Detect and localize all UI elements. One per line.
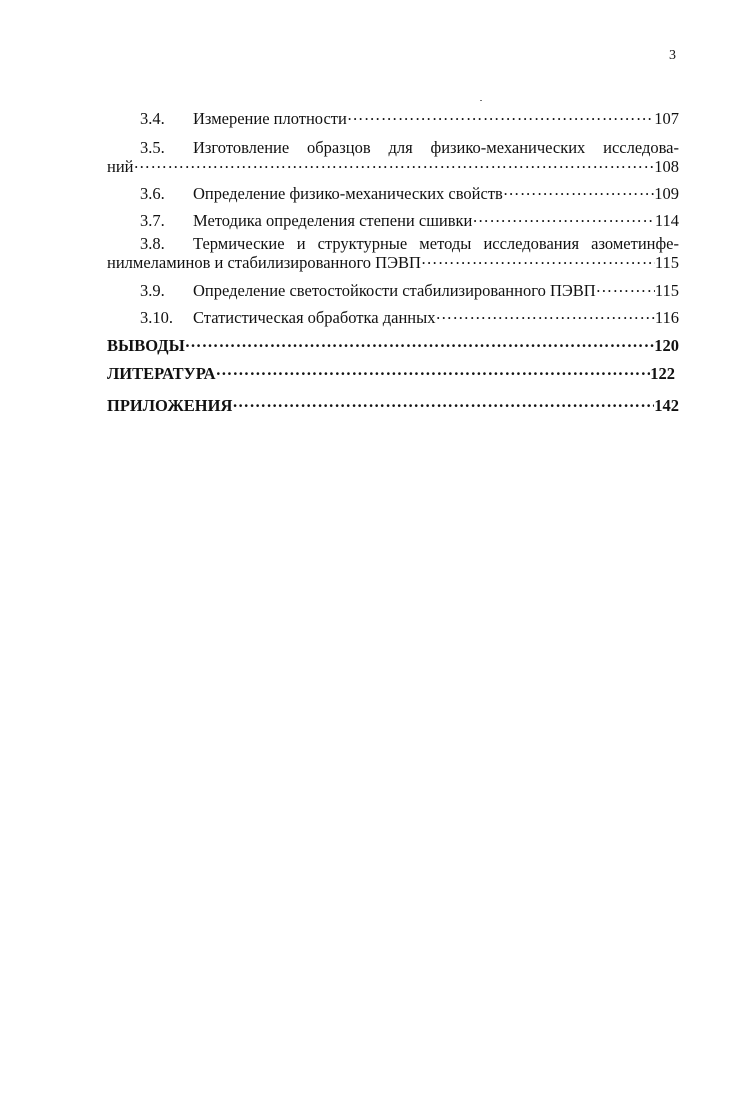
toc-page: 114	[654, 211, 679, 230]
toc-title-line1: Термические и структурные методы исследования азометинфе-	[193, 234, 679, 253]
toc-entry-3-7	[107, 208, 679, 230]
toc-number: 3.7.	[140, 211, 165, 230]
dot-leader	[347, 106, 654, 124]
toc-entry-3-9	[107, 278, 679, 300]
toc-number: 3.5.	[140, 138, 165, 157]
dot-leader	[503, 181, 654, 199]
dot-leader	[421, 250, 655, 268]
toc-entry-3-10	[107, 305, 679, 327]
toc-page: 107	[654, 109, 679, 128]
dot-leader	[185, 333, 654, 351]
toc-page: 116	[654, 308, 679, 327]
toc-entry-3-5	[107, 154, 679, 176]
toc-entry-3-8	[107, 250, 679, 272]
toc-number: 3.8.	[140, 234, 165, 253]
toc-entry-literature	[107, 361, 675, 383]
toc-title: ний	[107, 157, 134, 176]
dot-leader	[134, 154, 655, 172]
dot-leader	[472, 208, 654, 226]
toc-title: Статистическая обработка данных	[193, 308, 436, 327]
toc-number: 3.9.	[140, 281, 165, 300]
toc-page: 115	[654, 281, 679, 300]
dot-leader	[435, 305, 654, 323]
toc-page: 120	[654, 336, 679, 355]
toc-title: ЛИТЕРАТУРА	[107, 364, 216, 383]
page-number: 3	[669, 48, 676, 63]
toc-title: ПРИЛОЖЕНИЯ	[107, 396, 233, 415]
scan-speck	[480, 100, 482, 101]
toc-page: 115	[654, 253, 679, 272]
toc-entry-conclusions	[107, 333, 679, 355]
toc-title: Измерение плотности	[193, 109, 347, 128]
dot-leader	[232, 393, 654, 411]
toc-entry-3-6	[107, 181, 679, 203]
dot-leader	[596, 278, 655, 296]
toc-title: нилмеламинов и стабилизированного ПЭВП	[107, 253, 421, 272]
toc-title-line1: Изготовление образцов для физико-механических исследова-	[193, 138, 679, 157]
toc-number: 3.10.	[140, 308, 173, 327]
toc-entry-appendices	[107, 393, 679, 415]
toc-title: ВЫВОДЫ	[107, 336, 185, 355]
toc-number: 3.4.	[140, 109, 165, 128]
toc-title: Методика определения степени сшивки	[193, 211, 473, 230]
toc-page: 109	[654, 184, 679, 203]
toc-page: 142	[654, 396, 679, 415]
toc-page: 122	[650, 364, 675, 383]
toc-page: 108	[654, 157, 679, 176]
toc-number: 3.6.	[140, 184, 165, 203]
toc-title: Определение светостойкости стабилизированного ПЭВП	[193, 281, 596, 300]
toc-title: Определение физико-механических свойств	[193, 184, 503, 203]
dot-leader	[216, 361, 651, 379]
toc-entry-3-4	[107, 106, 679, 128]
